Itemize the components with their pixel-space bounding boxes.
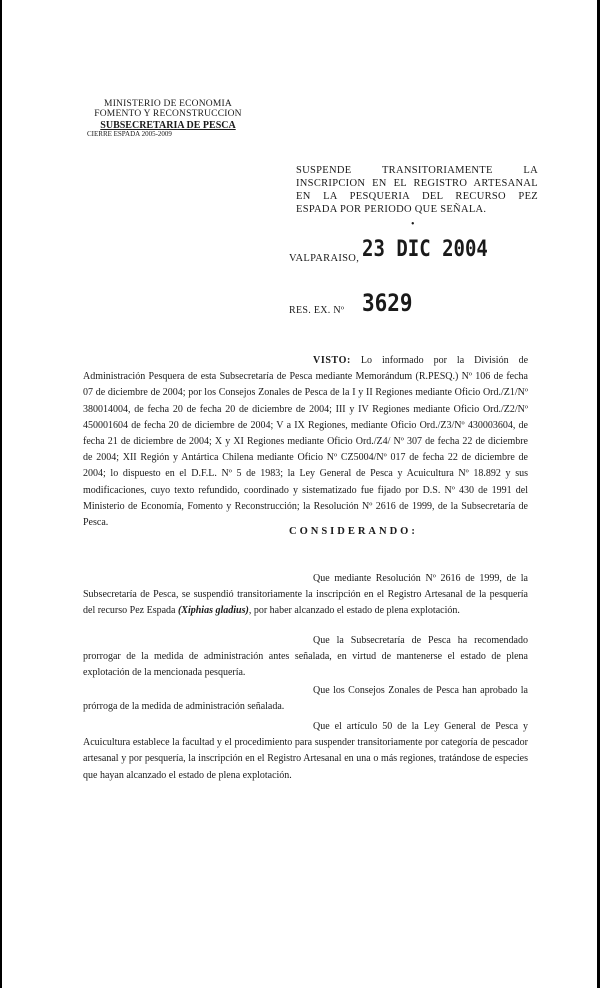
subject-line-4: ESPADA POR PERIODO QUE SEÑALA. bbox=[296, 204, 487, 216]
letterhead bbox=[83, 99, 253, 139]
subject-block bbox=[296, 164, 538, 217]
reference-code: CIERRE ESPADA 2005-2009 bbox=[87, 129, 172, 138]
visto-paragraph bbox=[83, 353, 528, 531]
considerando-2-text: Que la Subsecretaría de Pesca ha recomendado prorrogar de la medida de administración antes señalada, en virtud de mantenerse el estado de plena explotación de la mencionada pesquería. bbox=[83, 635, 528, 679]
visto-label: VISTO: bbox=[313, 355, 351, 366]
place-label: VALPARAISO, bbox=[289, 253, 360, 264]
visto-text: Lo informado por la División de Administración Pesquera de esta Subsecretaría de Pesca mediante Memorándum (R.PESQ.) Nº 106 de fecha 07 de diciembre de 2004; por los Consejos Zonales de Pesca de la I y II Regiones mediante Oficio Ord./Z1/Nº 380014004, de fecha 20 de fecha 20 de diciembre de 2004; III y IV Regiones mediante Oficio Ord./Z2/Nº 450001604 de fecha 20 de diciembre de 2004; V a IX Regiones, mediante Oficio Ord./Z3/Nº 430003604, de fecha 21 de diciembre de 2004; X y XI Regiones mediante Oficio Ord./Z4/ Nº 307 de fecha 22 de diciembre de 2004; XII Región y Antártica Chilena mediante Oficio Nº CZ5004/Nº 017 de fecha 22 de diciembre de 2004; lo dispuesto en el D.F.L. Nº 5 de 1983; la Ley General de Pesca y Acuicultura Nº 18.892 y sus modificaciones, cuyo texto refundido, coordinado y sistematizado fue fijado por D.S. Nº 430 de 1991 del Ministerio de Economía, Fomento y Reconstrucción; la Resolución Nº 2616 de 1999, de la Subsecretaría de Pesca. bbox=[83, 355, 529, 529]
subsecretaria-line: SUBSECRETARIA DE PESCA bbox=[100, 119, 236, 131]
scan-mark: • bbox=[411, 219, 415, 230]
ministry-line-2: FOMENTO Y RECONSTRUCCION bbox=[94, 109, 242, 120]
considerando-4-text: Que el artículo 50 de la Ley General de Pesca y Acuicultura establece la facultad y el procedimiento para suspender transitoriamente por categoría de pescador artesanal y por pesquería, la inscripción en el Registro Artesanal en una o más regiones, tratándose de especies que hayan alcanzado el estado de plena explotación. bbox=[83, 721, 528, 781]
considerando-1 bbox=[83, 571, 528, 620]
species-name: (Xiphias gladius) bbox=[177, 605, 249, 617]
resolution-number-stamp: 3629 bbox=[362, 289, 413, 317]
date-stamp: 23 DIC 2004 bbox=[362, 236, 488, 262]
subject-line-3: EN LA PESQUERIA DEL RECURSO PEZ bbox=[296, 191, 538, 203]
subject-line-1: SUSPENDE TRANSITORIAMENTE LA bbox=[296, 165, 538, 176]
resolution-label: RES. EX. Nº bbox=[289, 305, 345, 316]
considerando-4 bbox=[83, 719, 528, 784]
subject-line-2: INSCRIPCION EN EL REGISTRO ARTESANAL bbox=[296, 178, 538, 190]
considerando-heading: CONSIDERANDO: bbox=[289, 526, 418, 537]
considerando-3 bbox=[83, 683, 528, 715]
considerando-1-text-a: Que mediante Resolución Nº 2616 de 1999, de la Subsecretaría de Pesca, se suspendió transitoriamente la inscripción en el Registro Artesanal de la pesquería del recurso Pez Espada bbox=[83, 573, 528, 617]
considerando-3-text: Que los Consejos Zonales de Pesca han aprobado la prórroga de la medida de administración señalada. bbox=[83, 685, 528, 713]
ministry-line-1: MINISTERIO DE ECONOMIA bbox=[104, 99, 232, 109]
considerando-1-text-b: , por haber alcanzado el estado de plena explotación. bbox=[248, 605, 460, 617]
considerando-2 bbox=[83, 633, 528, 682]
scan-edge-left bbox=[0, 0, 2, 988]
